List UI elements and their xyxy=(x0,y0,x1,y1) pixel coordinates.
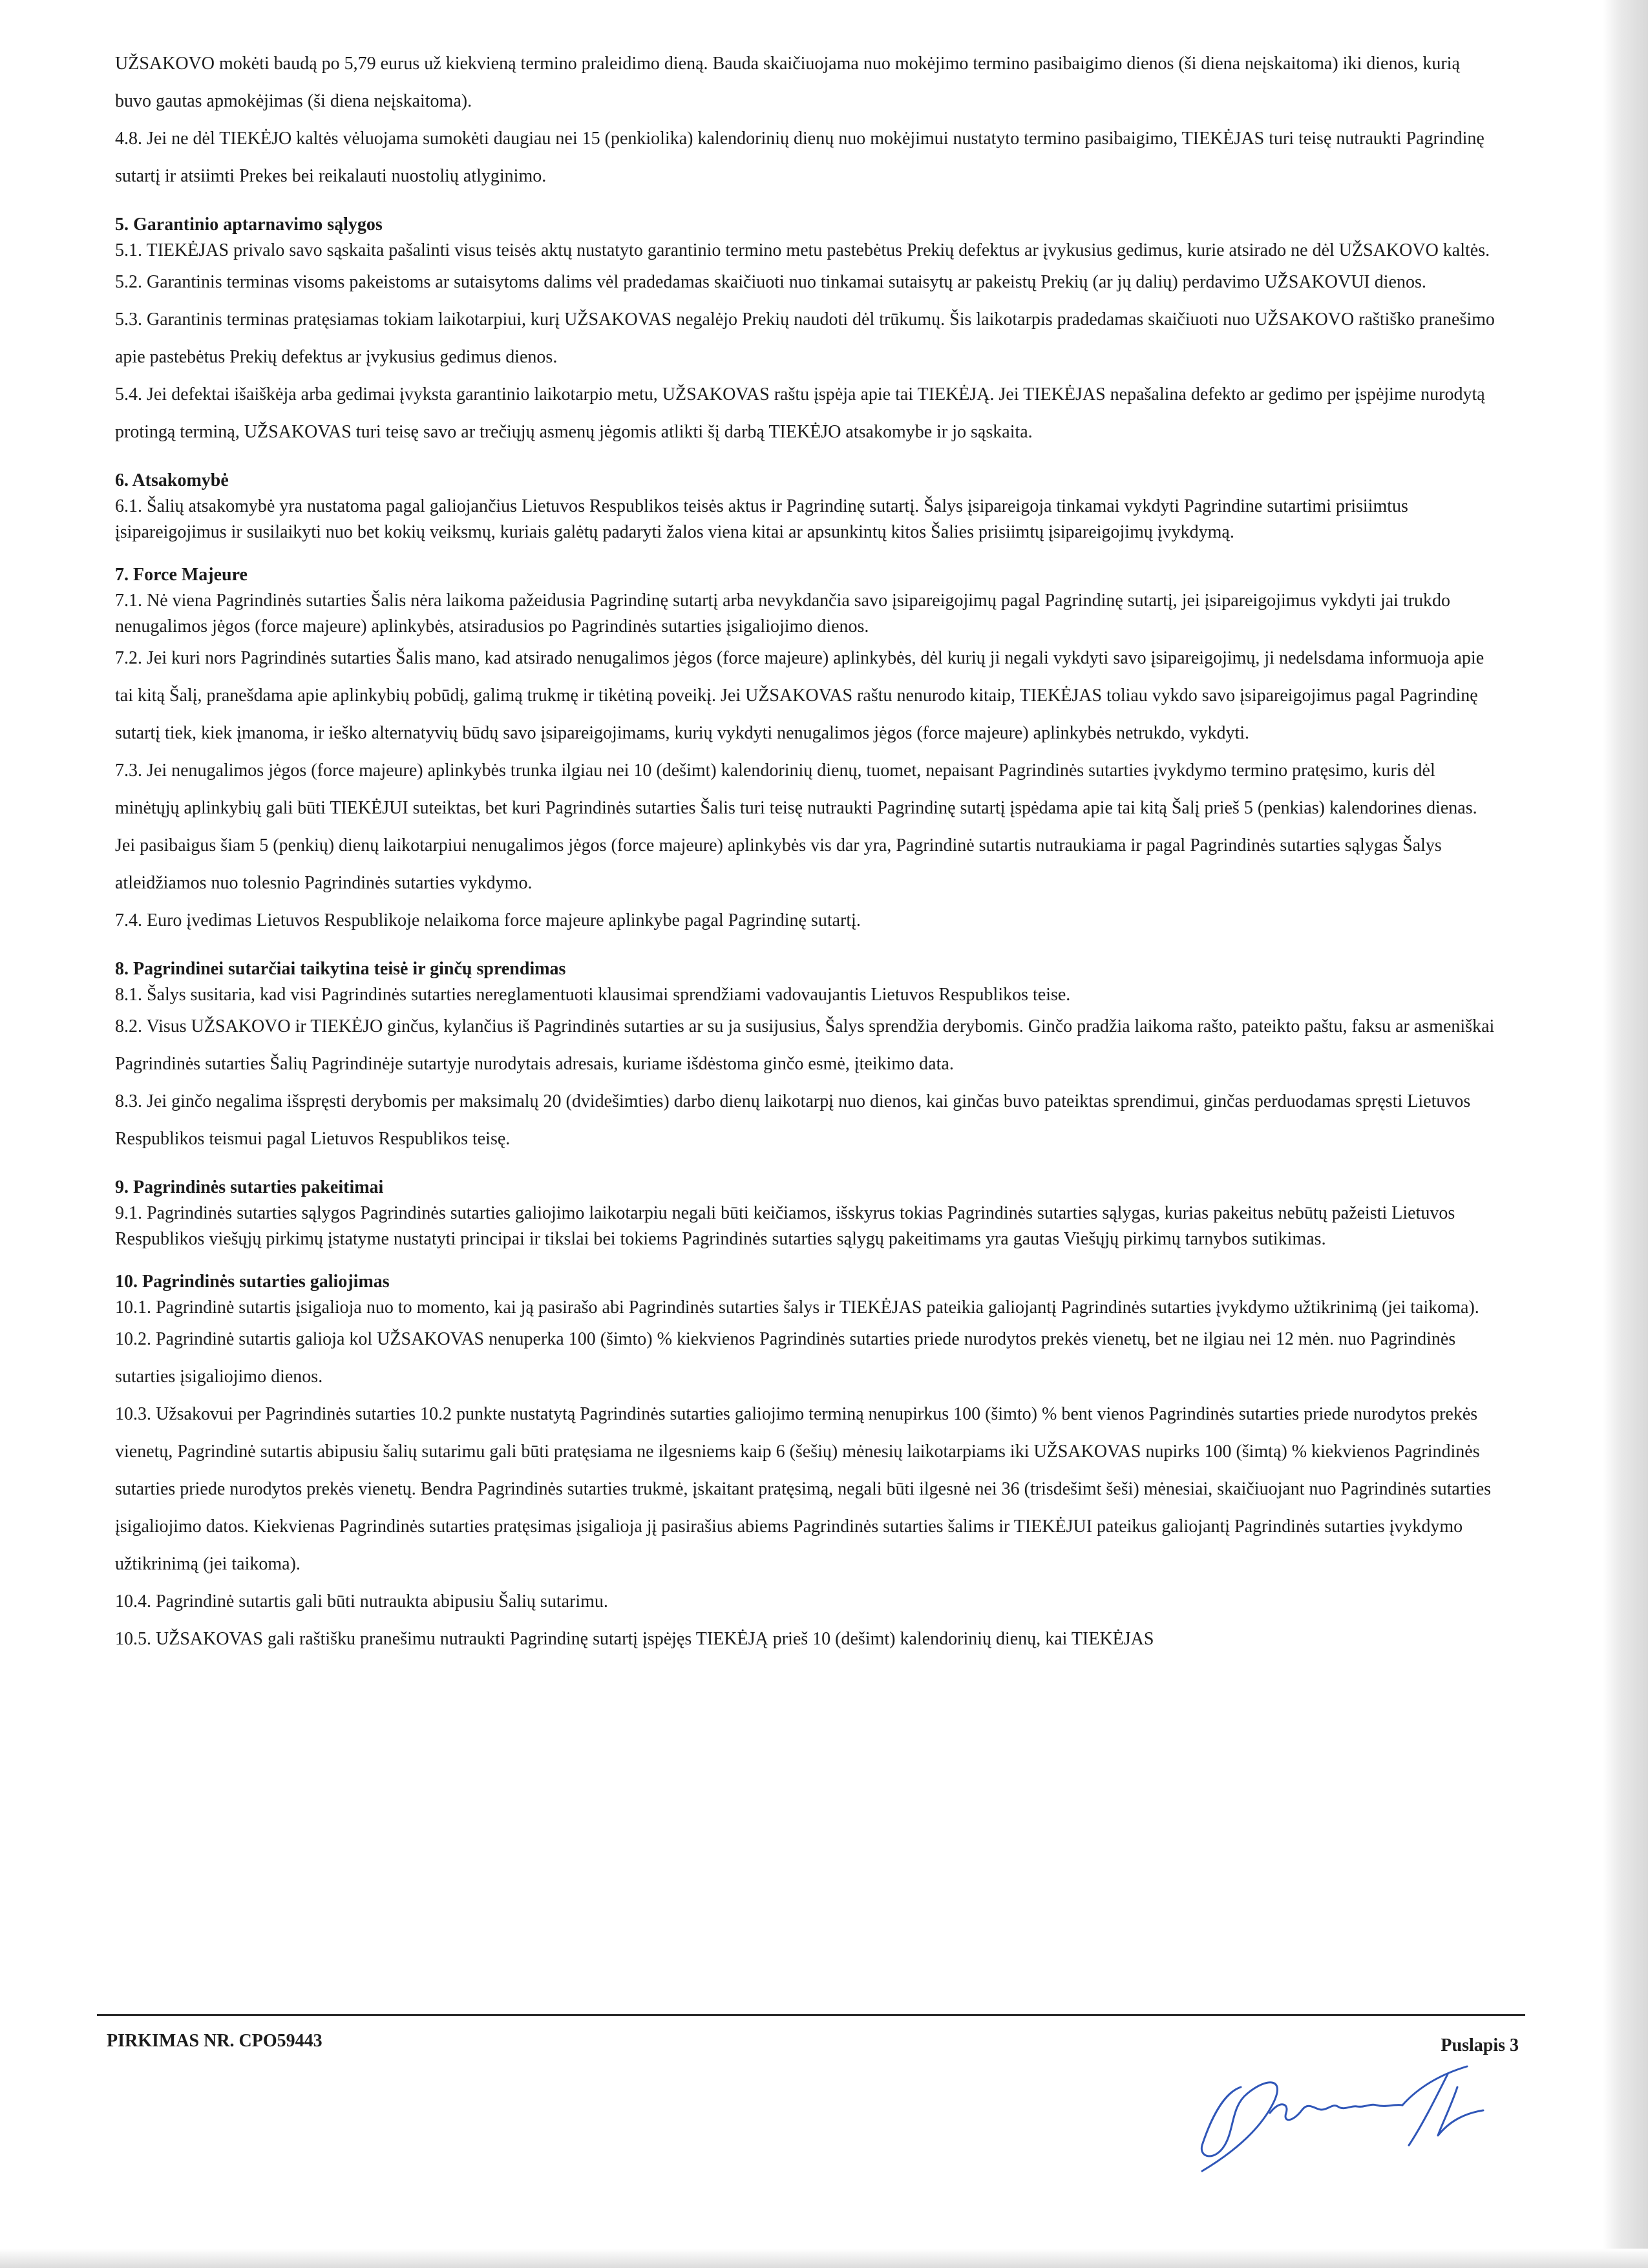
clause-10-4: 10.4. Pagrindinė sutartis gali būti nutraukta abipusiu Šalių sutarimu. xyxy=(115,1591,608,1612)
clause-7-1: 7.1. Nė viena Pagrindinės sutarties Šalis nėra laikoma pažeidusia Pagrindinę sutartį arba nevykdančia savo įsipareigojimų pagal Pagrindinę sutartį, jei įsipareigojimus vykdyti jai trukdo nenugalimos jėgos (force majeure) aplinkybės, atsiradusios po Pagrindinės sutarties įsigaliojimo dienos. xyxy=(115,591,1451,636)
intro-paragraph-2: 4.8. Jei ne dėl TIEKĖJO kaltės vėluojama sumokėti daugiau nei 15 (penkiolika) kalendorinių dienų nuo mokėjimui nustatyto termino pasibaigimo, TIEKĖJAS turi teisę nutraukti Pagrindinę sutartį ir atsiimti Prekes bei reikalauti nuostolių atlyginimo. xyxy=(115,129,1484,186)
footer-divider xyxy=(97,2014,1525,2016)
section-governing-law xyxy=(115,956,1498,1158)
clause-6-1: 6.1. Šalių atsakomybė yra nustatoma pagal galiojančius Lietuvos Respublikos teisės aktus ir Pagrindinę sutartį. Šalys įsipareigoja tinkamai vykdyti Pagrindine sutartimi prisiimtus įsipareigojimus ir susilaikyti nuo bet kokių veiksmų, kuriais galėtų padaryti žalos viena kitai ar apsunkintų kitos Šalies prisiimtų įsipareigojimų įvykdymą. xyxy=(115,496,1408,542)
section-amendments xyxy=(115,1175,1498,1252)
clause-5-1: 5.1. TIEKĖJAS privalo savo sąskaita pašalinti visus teisės aktų nustatyto garantinio termino metu pastebėtus Prekių defektus ar įvykusius gedimus, kurie atsirado ne dėl UŽSAKOVO kaltės. xyxy=(115,240,1490,260)
section-validity xyxy=(115,1269,1498,1658)
clause-10-2: 10.2. Pagrindinė sutartis galioja kol UŽSAKOVAS nenuperka 100 (šimto) % kiekvienos Pagrindinės sutarties priede nurodytos prekės vienetų, bet ne ilgiau nei 12 mėn. nuo Pagrindinės sutarties įsigaliojimo dienos. xyxy=(115,1329,1456,1387)
intro-block xyxy=(115,45,1498,195)
procurement-number: PIRKIMAS NR. CPO59443 xyxy=(107,2031,322,2051)
section-force-majeure xyxy=(115,562,1498,940)
intro-paragraph-1: UŽSAKOVO mokėti baudą po 5,79 eurus už kiekvieną termino praleidimo dieną. Bauda skaičiuojama nuo mokėjimo termino pasibaigimo dienos (ši diena neįskaitoma) iki dienos, kurią buvo gautas apmokėjimas (ši diena neįskaitoma). xyxy=(115,54,1460,111)
clause-5-3: 5.3. Garantinis terminas pratęsiamas tokiam laikotarpiui, kurį UŽSAKOVAS negalėjo Prekių naudoti dėl trūkumų. Šis laikotarpis pradedamas skaičiuoti nuo UŽSAKOVO raštiško pranešimo apie pastebėtus Prekių defektus ar įvykusius gedimus dienos. xyxy=(115,310,1495,367)
scan-edge-bottom xyxy=(0,2249,1648,2268)
clause-7-4: 7.4. Euro įvedimas Lietuvos Respublikoje nelaikoma force majeure aplinkybe pagal Pagrindinę sutartį. xyxy=(115,910,861,930)
clause-8-1: 8.1. Šalys susitaria, kad visi Pagrindinės sutarties nereglamentuoti klausimai sprendžiami vadovaujantis Lietuvos Respublikos teise. xyxy=(115,985,1071,1005)
section-title: 10. Pagrindinės sutarties galiojimas xyxy=(115,1272,390,1292)
section-title: 9. Pagrindinės sutarties pakeitimai xyxy=(115,1177,384,1197)
clause-7-2: 7.2. Jei kuri nors Pagrindinės sutarties Šalis mano, kad atsirado nenugalimos jėgos (force majeure) aplinkybės, dėl kurių ji negali vykdyti savo įsipareigojimų, ji nedelsdama informuoja apie tai kitą Šalį, pranešdama apie aplinkybių pobūdį, galimą trukmę ir tikėtiną poveikį. Jei UŽSAKOVAS raštu nenurodo kitaip, TIEKĖJAS toliau vykdo savo įsipareigojimus pagal Pagrindinę sutartį tiek, kiek įmanoma, ir ieško alternatyvių būdų savo įsipareigojimams, kurių vykdyti nenugalimos jėgos (force majeure) aplinkybės netrukdo, vykdyti. xyxy=(115,648,1484,743)
clause-8-2: 8.2. Visus UŽSAKOVO ir TIEKĖJO ginčus, kylančius iš Pagrindinės sutarties ar su ja susijusius, Šalys sprendžia derybomis. Ginčo pradžia laikoma rašto, pateikto paštu, faksu ar asmeniškai Pagrindinės sutarties Šalių Pagrindinėje sutartyje nurodytais adresais, kuriame išdėstoma ginčo esmė, įteikimo data. xyxy=(115,1016,1495,1074)
clause-9-1: 9.1. Pagrindinės sutarties sąlygos Pagrindinės sutarties galiojimo laikotarpiu negali būti keičiamos, išskyrus tokias Pagrindinės sutarties sąlygas, kurias pakeitus nebūtų pažeisti Lietuvos Respublikos viešųjų pirkimų įstatyme nustatyti principai ir tikslai bei tokiems Pagrindinės sutarties sąlygų pakeitimams yra gautas Viešųjų pirkimų tarnybos sutikimas. xyxy=(115,1203,1455,1249)
section-liability xyxy=(115,468,1498,545)
section-title: 7. Force Majeure xyxy=(115,565,248,585)
clause-10-3: 10.3. Užsakovui per Pagrindinės sutarties 10.2 punkte nustatytą Pagrindinės sutarties galiojimo terminą nenupirkus 100 (šimto) % bent vienos Pagrindinės sutarties priede nurodytos prekės vienetų, Pagrindinė sutartis abipusiu šalių sutarimu gali būti pratęsiama ne ilgesniems kaip 6 (šešių) mėnesių laikotarpiams iki UŽSAKOVAS nupirks 100 (šimtą) % kiekvienos Pagrindinės sutarties priede nurodytos prekės vienetų. Bendra Pagrindinės sutarties trukmė, įskaitant pratęsimą, negali būti ilgesnė nei 36 (trisdešimt šeši) mėnesiai, skaičiuojant nuo Pagrindinės sutarties įsigaliojimo datos. Kiekvienas Pagrindinės sutarties pratęsimas įsigalioja jį pasirašius abiems Pagrindinės sutarties šalims ir TIEKĖJUI pateikus galiojantį Pagrindinės sutarties įvykdymo užtikrinimą (jei taikoma). xyxy=(115,1404,1492,1574)
scan-edge-right xyxy=(1603,0,1648,2268)
section-title: 8. Pagrindinei sutarčiai taikytina teisė ir ginčų sprendimas xyxy=(115,959,566,979)
section-title: 6. Atsakomybė xyxy=(115,470,229,490)
clause-10-5: 10.5. UŽSAKOVAS gali raštišku pranešimu nutraukti Pagrindinę sutartį įspėjęs TIEKĖJĄ prieš 10 (dešimt) kalendorinių dienų, kai TIEKĖJAS xyxy=(115,1629,1154,1649)
clause-5-2: 5.2. Garantinis terminas visoms pakeistoms ar sutaisytoms dalims vėl pradedamas skaičiuoti nuo tinkamai sutaisytų ar pakeistų Prekių (ar jų dalių) perdavimo UŽSAKOVUI dienos. xyxy=(115,272,1426,292)
clause-8-3: 8.3. Jei ginčo negalima išspręsti derybomis per maksimalų 20 (dvidešimties) darbo dienų laikotarpį nuo dienos, kai ginčas buvo pateiktas sprendimui, ginčas perduodamas spręsti Lietuvos Respublikos teismui pagal Lietuvos Respublikos teisę. xyxy=(115,1091,1471,1149)
document-body xyxy=(115,45,1498,1658)
handwritten-signature xyxy=(1163,2048,1499,2184)
section-title: 5. Garantinio aptarnavimo sąlygos xyxy=(115,215,383,235)
clause-10-1: 10.1. Pagrindinė sutartis įsigalioja nuo to momento, kai ją pasirašo abi Pagrindinės sutarties šalys ir TIEKĖJAS pateikia galiojantį Pagrindinės sutarties įvykdymo užtikrinimą (jei taikoma). xyxy=(115,1297,1479,1318)
section-warranty xyxy=(115,212,1498,451)
clause-5-4: 5.4. Jei defektai išaiškėja arba gedimai įvyksta garantinio laikotarpio metu, UŽSAKOVAS raštu įspėja apie tai TIEKĖJĄ. Jei TIEKĖJAS nepašalina defekto ar gedimo per įspėjime nurodytą protingą terminą, UŽSAKOVAS turi teisę savo ar trečiųjų asmenų jėgomis atlikti šį darbą TIEKĖJO atsakomybe ir jo sąskaita. xyxy=(115,384,1485,442)
clause-7-3: 7.3. Jei nenugalimos jėgos (force majeure) aplinkybės trunka ilgiau nei 10 (dešimt) kalendorinių dienų, tuomet, nepaisant Pagrindinės sutarties įvykdymo termino pratęsimo, kuris dėl minėtųjų aplinkybių gali būti TIEKĖJUI suteiktas, bet kuri Pagrindinės sutarties Šalis turi teisę nutraukti Pagrindinę sutartį įspėdama apie tai kitą Šalį prieš 5 (penkias) kalendorines dienas. Jei pasibaigus šiam 5 (penkių) dienų laikotarpiui nenugalimos jėgos (force majeure) aplinkybės vis dar yra, Pagrindinė sutartis nutraukiama ir pagal Pagrindinės sutarties sąlygas Šalys atleidžiamos nuo tolesnio Pagrindinės sutarties vykdymo. xyxy=(115,761,1477,893)
page-number: Puslapis 3 xyxy=(1441,2035,1519,2055)
